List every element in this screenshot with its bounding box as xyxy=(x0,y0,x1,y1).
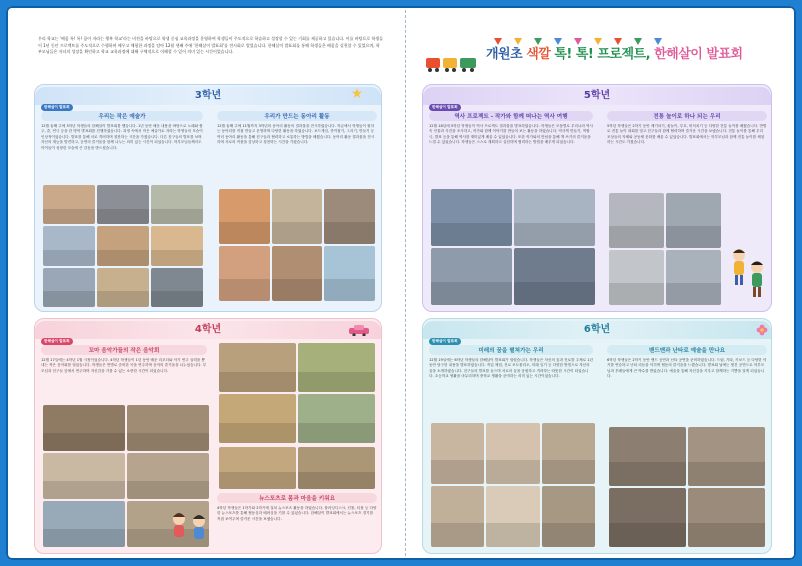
photo xyxy=(666,250,721,305)
grade3-right-column xyxy=(217,111,377,194)
photo xyxy=(219,447,296,489)
photo xyxy=(431,248,512,305)
flower-icon xyxy=(756,324,768,336)
grade5-left-column xyxy=(429,105,593,190)
photo xyxy=(43,185,95,224)
grade4-right-heading: 뉴스포츠로 몸과 마음을 키워요 xyxy=(217,493,377,503)
photo xyxy=(688,427,765,486)
photo xyxy=(272,189,323,244)
grade6-right-text: 6학년 학생들은 2학기 동안 밴드 공연과 난타 공연을 준비하였습니다. 드럼, 기타, 키보드 등 다양한 악기를 연습하고 난타 리듬을 익히며 협동의 즐거움을 느꼈습니다. 발표회 날에는 멋진 공연으로 학부모님과 후배들에게 큰 박수를 받았습니다. 예술을 통해 자신감을 키우고 함께하는 기쁨을 알게 되었습니다. xyxy=(607,358,767,379)
grade4-tag: 한해살이 발표회 xyxy=(41,338,73,345)
grade4-section xyxy=(34,318,382,554)
header-banner xyxy=(424,34,769,78)
grade3-right-heading: 우리가 만드는 동아리 활동 xyxy=(217,111,377,121)
photo xyxy=(431,486,484,547)
newsletter-frame xyxy=(6,6,796,560)
grade3-left-column xyxy=(41,105,203,186)
grade6-left-text: 12월 19일에는 6학년 학생들의 한해살이 발표회가 열렸습니다. 학생들은 자신의 꿈과 진로를 주제로 1년 동안 탐구한 내용을 발표하였습니다. 직업 체험, 진로 포트폴리오, 미래 일기 등 다양한 방법으로 자신의 꿈을 소개하였습니다. 친구들의 발표를 들으며 서로의 꿈을 응원하고 격려하는 따뜻한 시간이 되었습니다. 초등학교 생활을 마무리하며 중학교 생활을 준비하는 의미 있는 시간이었습니다. xyxy=(429,358,593,379)
grade3-left-text: 12월 둘째 주에 3학년 학생들의 한해살이 발표회를 했습니다. 1년 동안 배운 내용을 바탕으로 노래와 합주, 춤, 연극 등을 한 명씩 발표회를 진행하였습니다. 과정 속에서 작은 예술가로 자라는 학생들의 모습이 인상적이었습니다. 발표를 통해 서로 격려하며 칭찬하는 시간을 가졌습니다. 다른 친구들의 발표를 보며 자신의 재능을 발견하고, 공연의 즐거움을 함께 나누는 의미 있는 시간이 되었습니다. 학부모님들께서도 아이들이 성장한 모습에 큰 감동을 받으셨습니다. xyxy=(41,124,203,150)
photo xyxy=(127,405,209,451)
grade6-title: 6학년 xyxy=(423,321,771,339)
grade6-left-heading: 미래의 꿈을 펼쳐가는 우리 xyxy=(429,345,593,355)
grade4-title: 4학년 xyxy=(35,321,381,339)
photo xyxy=(43,405,125,451)
photo xyxy=(272,246,323,301)
photo xyxy=(514,189,595,246)
grade3-tag: 한해살이 발표회 xyxy=(41,104,73,111)
grade4-right-text: 4학년 학생들은 1학기와 2학기에 걸쳐 뉴스포츠 활동을 하였습니다. 플라잉디스크, 킨볼, 티볼 등 다양한 뉴스포츠를 통해 협동심과 배려심을 기를 수 있었습니다. 한해살이 발표회에서는 뉴스포츠 경기를 직접 보여주며 즐거운 시간을 보냈습니다. xyxy=(217,506,377,521)
photo xyxy=(43,501,125,547)
left-page xyxy=(6,6,405,560)
banner-title-part: 색깔 xyxy=(526,47,551,62)
photo xyxy=(151,268,203,307)
photo xyxy=(43,453,125,499)
photo xyxy=(666,193,721,248)
grade4-left-column xyxy=(41,339,207,406)
banner-title-part: 톡! 톡! 프로젝트, xyxy=(550,47,655,62)
grade4-right-photos xyxy=(219,343,375,443)
grade6-right-heading: 밴드맨과 난타로 예술을 만나요 xyxy=(607,345,767,355)
banner-title xyxy=(486,43,743,62)
grade6-section xyxy=(422,318,772,554)
grade3-left-heading: 우리는 작은 예술가 xyxy=(41,111,203,121)
grade5-right-column xyxy=(607,111,767,198)
grade3-right-text: 12월 둘째 주에 11월까지 3학년의 동아리 활동의 결과물을 전시하였습니다. 학급에서 학생들이 원하는 동아리를 직접 만들고 운영하며 다양한 활동을 하였습니다. 보드게임, 종이접기, 그리기, 만들기 등 여러 동아리 활동을 통해 친구들과 협력하고 소통하는 방법을 배웠습니다. 동아리 활동 결과물을 전시하며 서로의 작품을 감상하고 칭찬하는 시간을 가졌습니다. xyxy=(217,124,375,145)
grade4-left-heading: 꼬마 음악가들의 작은 음악회 xyxy=(41,345,207,355)
grade5-left-text: 12월 18일에 5학년 학생들이 역사 프로젝트 결과물을 발표하였습니다. 학생들은 모둠별로 우리나라 역사 속 인물과 사건을 조사하고, 작가와 함께 이야기를 만들어 보는 활동을 하였습니다. 역사책 만들기, 역할극, 발표 등을 통해 역사를 재미있게 배울 수 있었습니다. 또한 작가와의 만남을 통해 책 쓰기의 즐거움을 느낄 수 있었습니다. 학생들은 스스로 계획하고 실천하며 협력하는 방법을 배우게 되었습니다. xyxy=(429,124,593,145)
grade6-left-photos xyxy=(431,423,595,547)
photo xyxy=(219,246,270,301)
photo xyxy=(219,394,296,443)
star-icon xyxy=(352,88,362,98)
photo xyxy=(151,185,203,224)
photo xyxy=(43,226,95,265)
photo xyxy=(486,423,539,484)
grade5-tag: 한해살이 발표회 xyxy=(429,104,461,111)
photo xyxy=(514,248,595,305)
grade4-left-text: 12월 17일에는 4학년 1월 시정이었습니다. 4학년 학생들이 1년 동안 배운 리코더와 악기 연주 실력을 뽐내는 작은 음악회를 열었습니다. 학생들은 반별로 준비한 곡을 연주하며 음악의 즐거움을 나누었습니다. 부모님과 친구들 앞에서 연주하며 자신감을 기를 수 있는 소중한 시간이 되었습니다. xyxy=(41,358,207,373)
kids-illustration xyxy=(165,509,215,549)
kids-playing-illustration xyxy=(725,245,769,305)
photo xyxy=(609,250,664,305)
grade3-left-photos xyxy=(43,185,203,307)
grade6-right-column xyxy=(607,345,767,432)
photo xyxy=(542,423,595,484)
car-icon xyxy=(348,324,370,336)
photo xyxy=(609,193,664,248)
photo xyxy=(219,189,270,244)
photo xyxy=(127,453,209,499)
grade6-left-column xyxy=(429,339,593,424)
grade6-right-photos xyxy=(609,427,765,547)
photo xyxy=(97,185,149,224)
photo xyxy=(542,486,595,547)
photo xyxy=(298,394,375,443)
grade5-title: 5학년 xyxy=(423,87,771,105)
photo xyxy=(97,226,149,265)
photo xyxy=(151,226,203,265)
photo xyxy=(324,189,375,244)
photo xyxy=(688,488,765,547)
photo xyxy=(431,189,512,246)
photo xyxy=(486,486,539,547)
photo xyxy=(43,268,95,307)
grade4-right-column xyxy=(217,493,377,538)
photo xyxy=(97,268,149,307)
grade3-right-photos xyxy=(219,189,375,301)
train-icon xyxy=(426,54,478,72)
photo xyxy=(609,488,686,547)
photo xyxy=(609,427,686,486)
photo xyxy=(324,246,375,301)
grade4-middle-photos xyxy=(219,447,375,489)
photo xyxy=(431,423,484,484)
grade5-right-heading: 전통 놀이로 하나 되는 우리 xyxy=(607,111,767,121)
photo xyxy=(219,343,296,392)
right-page xyxy=(406,6,796,560)
intro-text: 우리 학교는 '배움 톡! 톡! 꿈이 자라는 행복 학교'라는 비전을 바탕으로 학생 중심 교육과정을 운영하여 학생들이 주도적으로 학습하고 성장할 수 있는 기회를 제공하고 있습니다. 이를 바탕으로 학생들이 1년 동안 프로젝트를 주도적으로 수행하며 배우고 체험한 과정을 담아 12월 셋째 주에 '한해살이 발표회'를 전시회로 열었습니다. 한해살이 발표회를 통해 학생들은 배움을 실천할 수 있었으며, 학부모님들은 자녀의 성장을 확인하고 학교 교육과정에 대해 구체적으로 이해할 수 있어 의미 있는 시간이었습니다. xyxy=(38,36,383,55)
photo xyxy=(298,447,375,489)
grade6-tag: 한해살이 발표회 xyxy=(429,338,461,345)
grade5-right-photos xyxy=(609,193,721,305)
grade3-section xyxy=(34,84,382,312)
grade5-left-photos xyxy=(431,189,595,305)
grade5-left-heading: 역사 프로젝트 - 작가와 함께 떠나는 역사 여행 xyxy=(429,111,593,121)
grade5-section xyxy=(422,84,772,312)
banner-title-part: 한해살이 발표회 xyxy=(654,47,743,62)
banner-title-part: 개원초 xyxy=(486,47,527,62)
grade3-title: 3학년 xyxy=(35,87,381,105)
photo xyxy=(298,343,375,392)
grade5-right-text: 5학년 학생들은 2학기 동안 제기차기, 윷놀이, 투호, 비석치기 등 다양한 전통 놀이를 배웠습니다. 반별로 전통 놀이 대회를 열고 친구들과 함께 협력하며 즐거운 시간을 보냈습니다. 전통 놀이를 통해 우리 조상들의 지혜와 공동체 문화를 배울 수 있었습니다. 발표회에서는 학부모님과 함께 전통 놀이를 체험하는 시간도 가졌습니다. xyxy=(607,124,767,145)
